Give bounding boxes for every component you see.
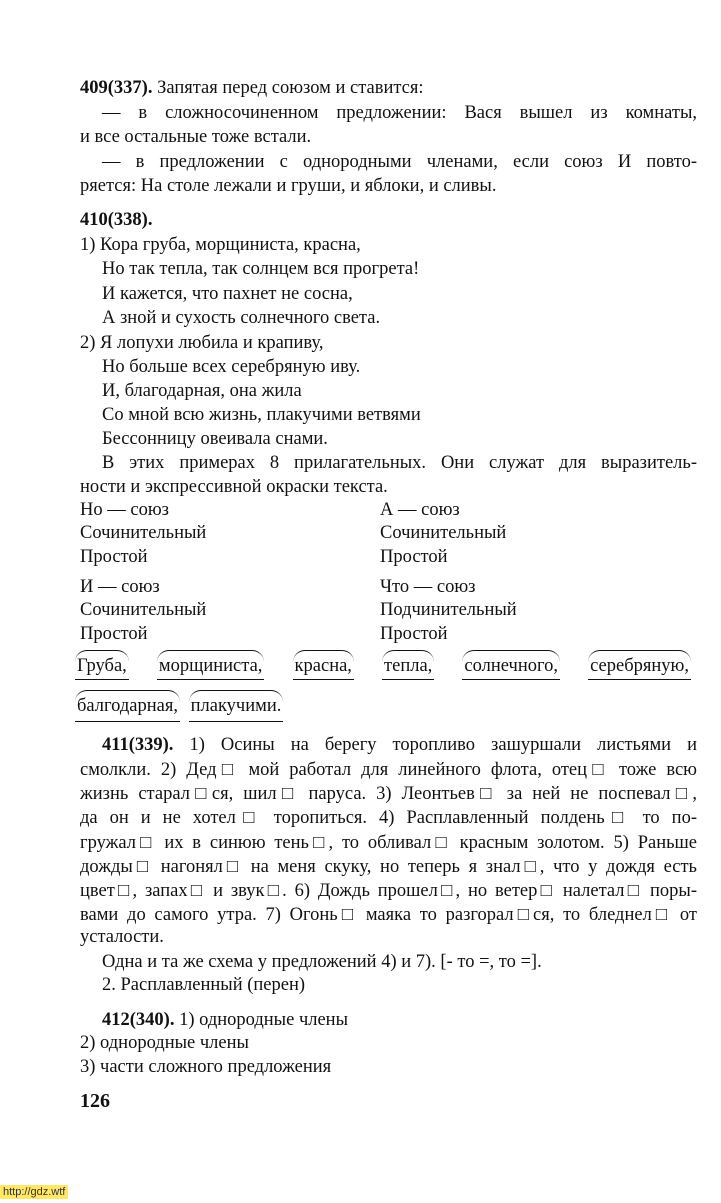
- analysis-right: А — союз: [380, 500, 460, 520]
- poem-line: И, благодарная, она жила: [102, 381, 302, 401]
- poem-line: Но больше всех серебряную иву.: [102, 357, 361, 377]
- text-line: ряется: На столе лежали и груши, и яблоки, и сливы.: [80, 176, 497, 196]
- morpheme-word: плакучими.: [189, 690, 284, 722]
- exercise-number: 412(340).: [102, 1010, 175, 1030]
- text-line: 2) однородные члены: [80, 1033, 249, 1053]
- text-line: В этих примерах 8 прилагательных. Они служат для выразитель-: [102, 453, 697, 473]
- text-line: ности и экспрессивной окраски текста.: [80, 477, 388, 497]
- analysis-right: Простой: [380, 624, 448, 644]
- text-line: смолкли. 2) Дед□ мой работал для линейного флота, отец□ тоже всю: [80, 760, 697, 780]
- exercise-number: 410(338).: [80, 210, 153, 230]
- morpheme-word: солнечного,: [462, 650, 560, 680]
- text-line: — в сложносочиненном предложении: Вася вышел из комнаты,: [102, 103, 697, 123]
- analysis-left: Простой: [80, 624, 148, 644]
- source-link[interactable]: http://gdz.wtf: [0, 1185, 68, 1199]
- analysis-right: Подчинительный: [380, 600, 517, 620]
- text-line: 1) однородные члены: [179, 1010, 349, 1030]
- analysis-right: Что — союз: [380, 577, 476, 597]
- morpheme-word: тепла,: [382, 650, 434, 680]
- poem-line: А зной и сухость солнечного света.: [102, 308, 381, 328]
- poem-line: Но так тепла, так солнцем вся прогрета!: [102, 259, 420, 279]
- analysis-left: И — союз: [80, 577, 160, 597]
- poem-line: 2) Я лопухи любила и крапиву,: [80, 333, 324, 353]
- exercise-number: 411(339).: [102, 735, 174, 755]
- exercise-number: 409(337).: [80, 78, 153, 98]
- text-line: цвет□, запах□ и звук□. 6) Дождь прошел□, но ветер□ налетал□ поры-: [80, 881, 697, 901]
- analysis-left: Но — союз: [80, 500, 169, 520]
- text-line: жизнь старал□ся, шил□ паруса. 3) Леонтьев□ за ней не поспевал□,: [80, 784, 697, 804]
- morpheme-word: красна,: [293, 650, 354, 680]
- page-number: 126: [80, 1090, 110, 1112]
- text-line: и все остальные тоже встали.: [80, 127, 312, 147]
- morpheme-word: серебряную,: [588, 650, 691, 680]
- text-line: дожды□ нагонял□ на меня скуку, но теперь я знал□, что у дождя есть: [80, 857, 697, 877]
- analysis-left: Сочинительный: [80, 600, 207, 620]
- text-line: 1) Осины на берегу торопливо зашуршали листьями и: [189, 735, 698, 755]
- morpheme-word: Груба,: [75, 650, 129, 680]
- poem-line: 1) Кора груба, морщиниста, красна,: [80, 235, 361, 255]
- text-line: да он и не хотел□ торопиться. 4) Расплавленный полдень□ то по-: [80, 808, 697, 828]
- text-line: вами до самого утра. 7) Огонь□ маяка то разгорал□ся, то бледнел□ от: [80, 905, 697, 925]
- morpheme-word: балгодарная,: [75, 690, 180, 722]
- poem-line: И кажется, что пахнет не сосна,: [102, 284, 353, 304]
- analysis-left: Простой: [80, 547, 148, 567]
- text-line: Одна и та же схема у предложений 4) и 7). [- то =, то =].: [102, 952, 542, 972]
- analysis-right: Сочинительный: [380, 523, 507, 543]
- text-line: 3) части сложного предложения: [80, 1057, 332, 1077]
- analysis-left: Сочинительный: [80, 523, 207, 543]
- analysis-right: Простой: [380, 547, 448, 567]
- morpheme-word: морщиниста,: [157, 650, 265, 680]
- poem-line: Бессонницу овеивала снами.: [102, 429, 328, 449]
- text-line: гружал□ их в синюю тень□, то обливал□ красным золотом. 5) Раньше: [80, 833, 697, 853]
- poem-line: Со мной всю жизнь, плакучими ветвями: [102, 405, 421, 425]
- morpheme-row: [75, 690, 287, 720]
- text-line: — в предложении с однородными членами, если союз И повто-: [102, 152, 697, 172]
- morpheme-row: [75, 650, 695, 680]
- text-line: 2. Расплавленный (перен): [102, 975, 306, 995]
- text-line: Запятая перед союзом и ставится:: [157, 78, 424, 98]
- text-line: усталости.: [80, 927, 164, 947]
